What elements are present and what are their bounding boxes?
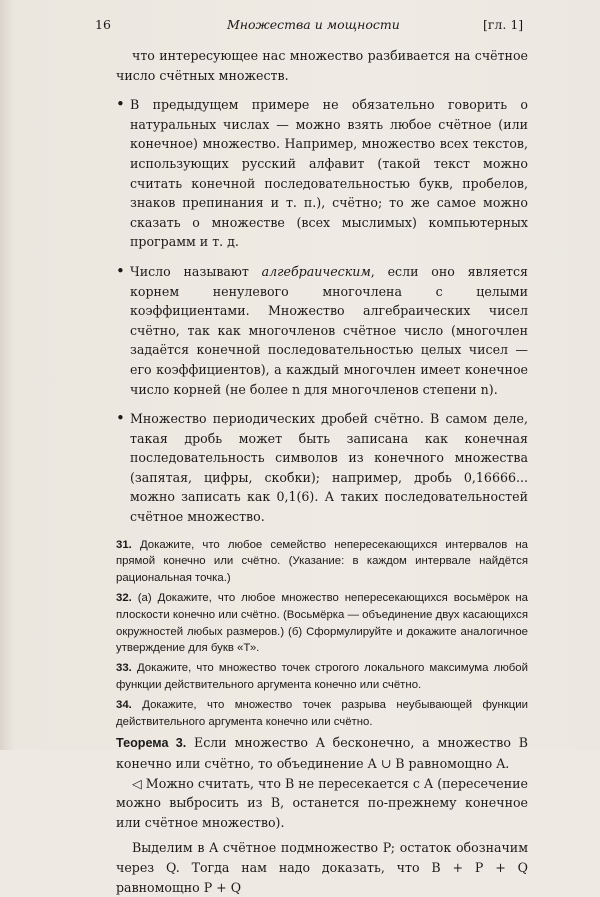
bullet-item-periodic: • Множество периодических дробей счётно. В самом деле, такая дробь может быть записана как конечная последовательность символов из конечного множества (запятая, цифры, скобки); например, дробь 0,16666... можно записать как 0,1(6). А таких последовательностей счётное множество. (116, 409, 528, 527)
exercise-33 (116, 660, 528, 694)
exercise-number: 31. (116, 538, 132, 551)
theorem-3 (116, 733, 528, 773)
chapter-mark: [гл. 1] (483, 17, 524, 32)
continuation-paragraph: что интересующее нас множество разбивается на счётное число счётных множеств. (116, 48, 528, 83)
theorem-label: Теорема 3. (116, 736, 187, 751)
bullet-item-texts: • В предыдущем примере не обязательно говорить о натуральных числах — можно взять любое счётное (или конечное) множество. Например, множество всех текстов, использующих русский алфавит (такой текст можно считать конечной последовательностью букв, пробелов, знаков препинания и т. п.), счётно; то же самое можно сказать о множестве (всех мыслимых) компьютерных программ и т. д. (116, 95, 528, 252)
exercise-text: Докажите, что множество точек разрыва неубывающей функции действительного аргумента конечно или счётно. (116, 698, 528, 728)
exercise-text: Докажите, что множество точек строгого локального максимума любой функции действительного аргумента конечно или счётно. (116, 662, 528, 692)
running-title: Множества и мощности (227, 17, 400, 32)
exercise-number: 33. (116, 662, 132, 675)
exercise-text: Докажите, что любое семейство непересекающихся интервалов на прямой конечно или счётно. (Указание: в каждом интервале найдётся рациональная точка.) (116, 538, 528, 585)
exercise-31 (116, 537, 528, 587)
exercise-number: 32. (116, 592, 132, 605)
bullet-item-algebraic (116, 262, 528, 399)
exercise-text: (а) Докажите, что любое множество непересекающихся восьмёрок на плоскости конечно или счётно. (Восьмёрка — объединение двух касающихся окружностей любых размеров.) (б) Сформулируйте и докажите аналогичное утверждение для букв «Т». (116, 592, 528, 655)
algebraic-term: алгебраическим (261, 263, 371, 279)
theorem-statement: Если множество A бесконечно, а множество B конечно или счётно, то объединение A ∪ B равномощно A. (116, 735, 528, 772)
algebraic-text-before: Число называют (130, 263, 262, 279)
page-number: 16 (95, 17, 111, 32)
exercise-34 (116, 697, 528, 731)
proof-paragraph: ◁ Можно считать, что B не пересекается с A (пересечение можно выбросить из B, останется по-прежнему конечное или счётное множество). (116, 775, 528, 830)
exercise-number: 34. (116, 698, 132, 711)
exercise-list (116, 537, 528, 731)
final-paragraph: Выделим в A счётное подмножество P; остаток обозначим через Q. Тогда нам надо доказать, что B + P + Q равномощно P + Q (116, 840, 528, 895)
bullet-list (116, 95, 528, 526)
page-body (116, 46, 528, 897)
exercise-32 (116, 590, 528, 657)
algebraic-text-after: , если оно является корнем ненулевого многочлена с целыми коэффициентами. Множество алгебраических чисел счётно, так как многочленов счётное число (многочлен задаётся конечной последовательностью целых чисел — его коэффициентов), а каждый многочлен имеет конечное число корней (не более n для многочленов степени n). (130, 263, 528, 397)
